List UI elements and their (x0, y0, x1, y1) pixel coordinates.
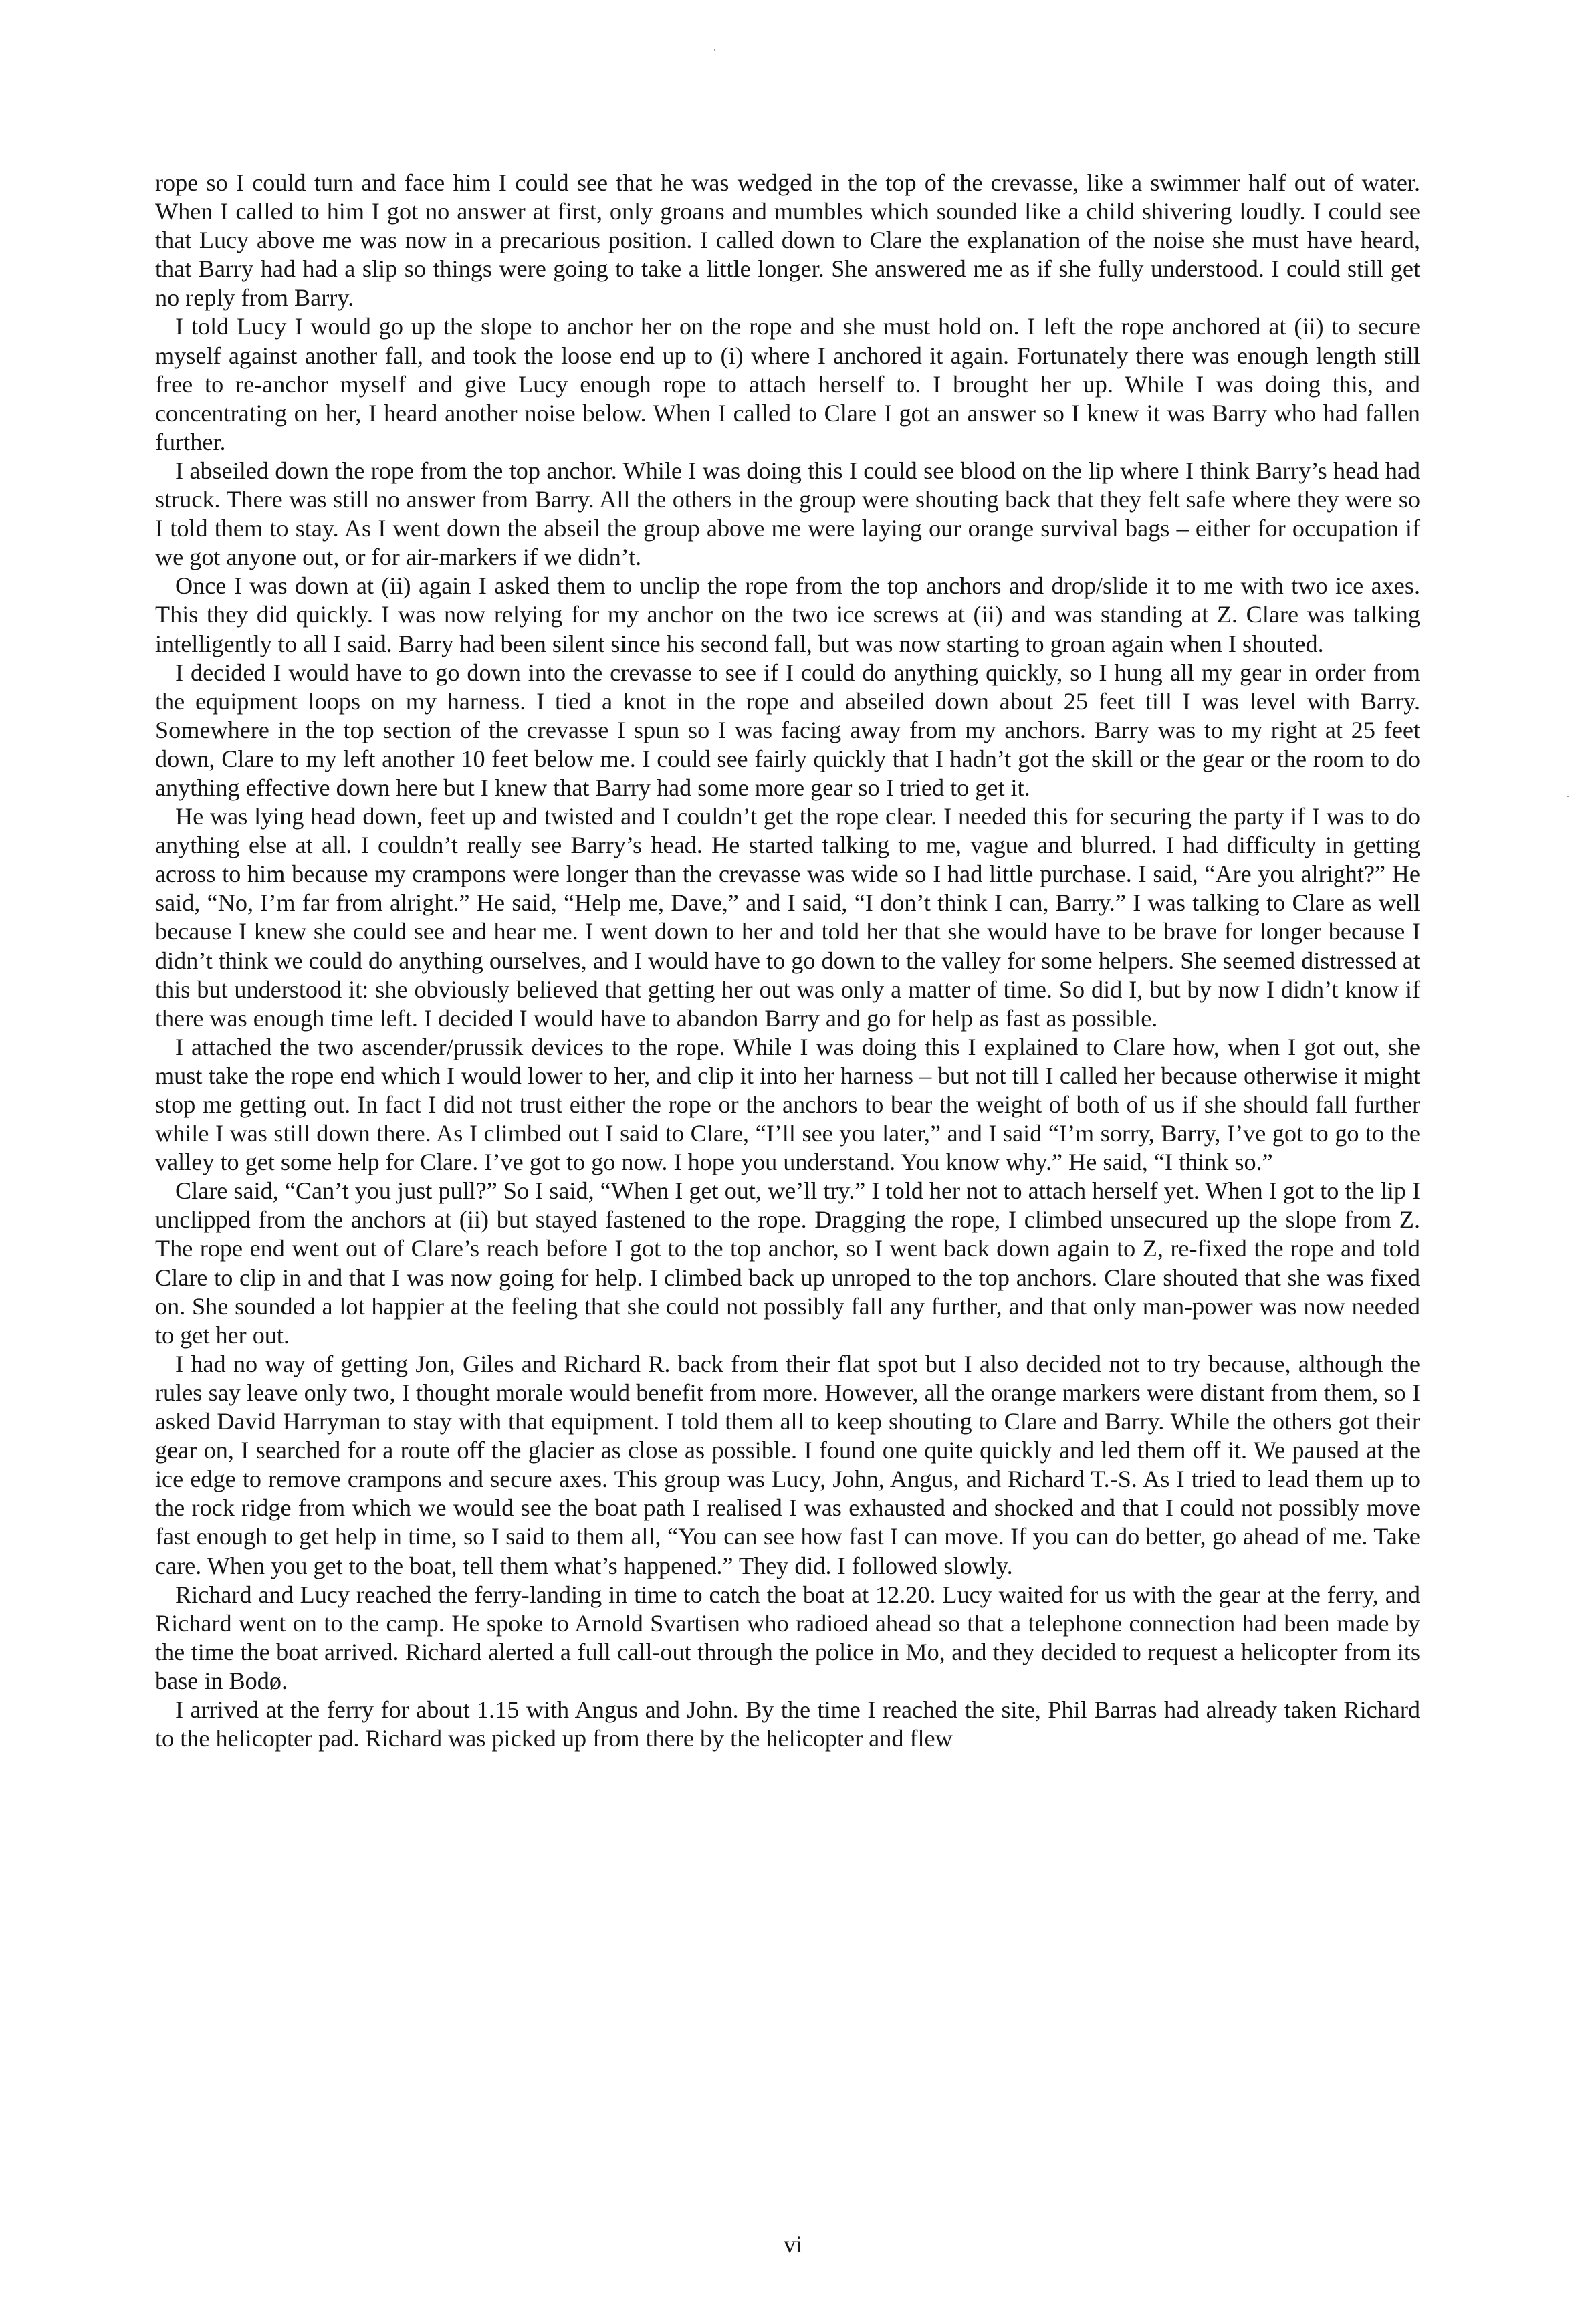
paragraph: Richard and Lucy reached the ferry-landing in time to catch the boat at 12.20. Lucy waited for us with the gear at the ferry, and Richard went on to the camp. He spoke to Arnold Svartisen who radioed ahead so that a telephone connection had been made by the time the boat arrived. Richard alerted a full call-out through the police in Mo, and they decided to request a helicopter from its base in Bodø. (155, 1581, 1420, 1694)
paragraph: rope so I could turn and face him I could see that he was wedged in the top of the crevasse, like a swimmer half out of water. When I called to him I got no answer at first, only groans and mumbles which sounded like a child shivering loudly. I could see that Lucy above me was now in a precarious position. I called down to Clare the explanation of the noise she must have heard, that Barry had had a slip so things were going to take a little longer. She answered me as if she fully understood. I could still get no reply from Barry. (155, 169, 1420, 312)
paragraph: I arrived at the ferry for about 1.15 with Angus and John. By the time I reached the site, Phil Barras had already taken Richard to the helicopter pad. Richard was picked up from there by the helicopter and flew (155, 1696, 1420, 1752)
paragraph: I told Lucy I would go up the slope to anchor her on the rope and she must hold on. I left the rope anchored at (ii) to secure myself against another fall, and took the loose end up to (i) where I anchored it again. Fortunately there was enough length still free to re-anchor myself and give Lucy enough rope to attach herself to. I brought her up. While I was doing this, and concentrating on her, I heard another noise below. When I called to Clare I got an answer so I knew it was Barry who had fallen further. (155, 313, 1420, 455)
paragraph: I attached the two ascender/prussik devices to the rope. While I was doing this I explained to Clare how, when I got out, she must take the rope end which I would lower to her, and clip it into her harness – but not till I called her because otherwise it might stop me getting out. In fact I did not trust either the rope or the anchors to bear the weight of both of us if she should fall further while I was still down there. As I climbed out I said to Clare, “I’ll see you later,” and I said “I’m sorry, Barry, I’ve got to go to the valley to get some help for Clare. I’ve got to go now. I hope you understand. You know why.” He said, “I think so.” (155, 1033, 1420, 1176)
paragraph: Once I was down at (ii) again I asked them to unclip the rope from the top anchors and drop/slide it to me with two ice axes. This they did quickly. I was now relying for my anchor on the two ice screws at (ii) and was standing at Z. Clare was talking intelligently to all I said. Barry had been silent since his second fall, but was now starting to groan again when I shouted. (155, 572, 1420, 657)
body-text (155, 168, 1420, 1753)
paragraph: I abseiled down the rope from the top anchor. While I was doing this I could see blood on the lip where I think Barry’s head had struck. There was still no answer from Barry. All the others in the group were shouting back that they felt safe where they were so I told them to stay. As I went down the abseil the group above me were laying our orange survival bags – either for occupation if we got anyone out, or for air-markers if we didn’t. (155, 457, 1420, 571)
scan-mark (1567, 796, 1569, 797)
paragraph: I had no way of getting Jon, Giles and Richard R. back from their flat spot but I also decided not to try because, although the rules say leave only two, I thought morale would benefit from more. However, all the orange markers were distant from them, so I asked David Harryman to stay with that equipment. I told them all to keep shouting to Clare and Barry. While the others got their gear on, I searched for a route off the glacier as close as possible. I found one quite quickly and led them off it. We paused at the ice edge to remove crampons and secure axes. This group was Lucy, John, Angus, and Richard T.-S. As I tried to lead them up to the rock ridge from which we would see the boat path I realised I was exhausted and shocked and that I could not possibly move fast enough to get help in time, so I said to them all, “You can see how fast I can move. If you can do better, go ahead of me. Take care. When you get to the boat, tell them what’s happened.” They did. I followed slowly. (155, 1350, 1420, 1579)
paragraph: He was lying head down, feet up and twisted and I couldn’t get the rope clear. I needed this for securing the party if I was to do anything else at all. I couldn’t really see Barry’s head. He started talking to me, vague and blurred. I had difficulty in getting across to him because my crampons were longer than the crevasse was wide so I had little purchase. I said, “Are you alright?” He said, “No, I’m far from alright.” He said, “Help me, Dave,” and I said, “I don’t think I can, Barry.” I was talking to Clare as well because I knew she could see and hear me. I went down to her and told her that she would have to be brave for longer because I didn’t think we could do anything ourselves, and I would have to go down to the valley for some helpers. She seemed distressed at this but understood it: she obviously believed that getting her out was only a matter of time. So did I, but by now I didn’t know if there was enough time left. I decided I would have to abandon Barry and go for help as fast as possible. (155, 803, 1420, 1032)
page-number: vi (783, 2231, 802, 2258)
scan-mark (714, 49, 715, 51)
paragraph: Clare said, “Can’t you just pull?” So I said, “When I get out, we’ll try.” I told her not to attach herself yet. When I got to the lip I unclipped from the anchors at (ii) but stayed fastened to the rope. Dragging the rope, I climbed unsecured up the slope from Z. The rope end went out of Clare’s reach before I got to the top anchor, so I went back down again to Z, re-fixed the rope and told Clare to clip in and that I was now going for help. I climbed back up unroped to the top anchors. Clare shouted that she was fixed on. She sounded a lot happier at the feeling that she could not possibly fall any further, and that only man-power was now needed to get her out. (155, 1177, 1420, 1349)
paragraph: I decided I would have to go down into the crevasse to see if I could do anything quickly, so I hung all my gear in order from the equipment loops on my harness. I tied a knot in the rope and abseiled down about 25 feet till I was level with Barry. Somewhere in the top section of the crevasse I spun so I was facing away from my anchors. Barry was to my right at 25 feet down, Clare to my left another 10 feet below me. I could see fairly quickly that I hadn’t got the skill or the gear or the room to do anything effective down here but I knew that Barry had some more gear so I tried to get it. (155, 659, 1420, 801)
